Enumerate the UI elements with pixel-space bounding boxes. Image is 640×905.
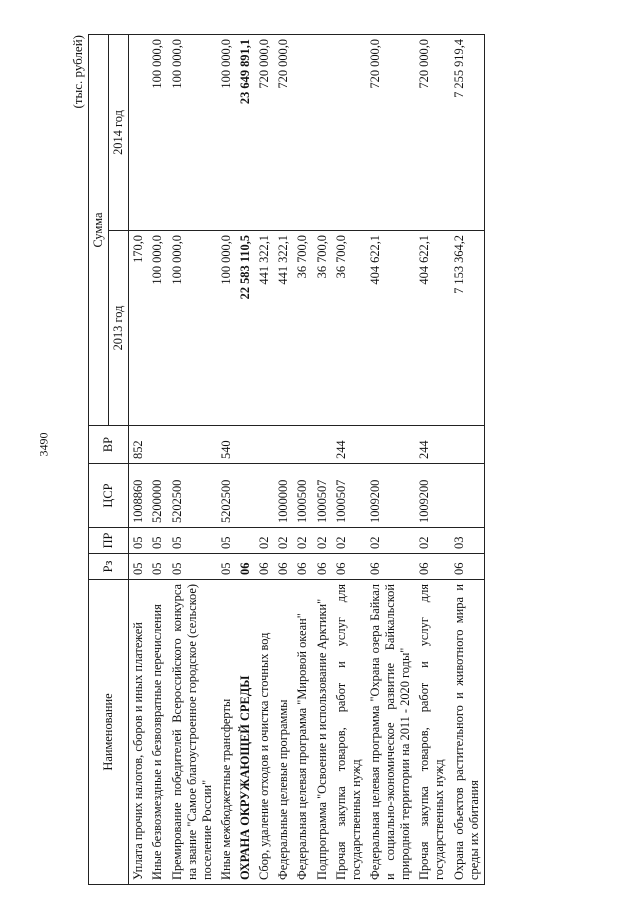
row-sum-2014	[293, 35, 312, 231]
row-name: Прочая закупка товаров, работ и услуг для государственных нужд	[332, 580, 366, 885]
row-sum-2014: 100 000,0	[148, 35, 167, 231]
row-name: Федеральная целевая программа "Охрана озера Байкал и социально-экономическое развитие Байкальской природной территории на 2011 - 2020 годы"	[366, 580, 415, 885]
row-pr: 02	[332, 528, 366, 554]
row-sum-2013: 7 153 364,2	[450, 231, 485, 426]
row-name: Подпрограмма "Освоение и использование Арктики"	[313, 580, 332, 885]
row-pr: 05	[217, 528, 236, 554]
row-csr: 1009200	[415, 464, 449, 528]
row-vr	[236, 426, 255, 464]
row-csr: 1000507	[332, 464, 366, 528]
row-sum-2014: 7 255 919,4	[450, 35, 485, 231]
row-rz: 06	[255, 554, 274, 580]
row-sum-2013: 404 622,1	[366, 231, 415, 426]
row-rz: 06	[293, 554, 312, 580]
row-csr: 1000507	[313, 464, 332, 528]
table-row	[332, 35, 366, 885]
row-name: Премирование победителей Всероссийского конкурса на звание "Самое благоустроенное городское (сельское) поселение России"	[168, 580, 217, 885]
row-sum-2014: 100 000,0	[217, 35, 236, 231]
row-pr: 05	[168, 528, 217, 554]
row-sum-2013: 36 700,0	[293, 231, 312, 426]
row-sum-2014	[313, 35, 332, 231]
row-sum-2014: 720 000,0	[274, 35, 293, 231]
table-row	[450, 35, 485, 885]
table-row	[255, 35, 274, 885]
row-name: Уплата прочих налогов, сборов и иных платежей	[129, 580, 149, 885]
row-sum-2014: 720 000,0	[255, 35, 274, 231]
row-sum-2014: 720 000,0	[415, 35, 449, 231]
table-row	[415, 35, 449, 885]
row-name: Федеральные целевые программы	[274, 580, 293, 885]
row-csr: 1000000	[274, 464, 293, 528]
row-vr	[293, 426, 312, 464]
row-rz: 06	[415, 554, 449, 580]
row-pr: 03	[450, 528, 485, 554]
row-vr: 244	[415, 426, 449, 464]
header-sum: Сумма	[89, 35, 109, 426]
row-sum-2013: 36 700,0	[332, 231, 366, 426]
row-vr	[255, 426, 274, 464]
row-sum-2013: 100 000,0	[217, 231, 236, 426]
row-pr: 02	[293, 528, 312, 554]
table-row	[129, 35, 149, 885]
row-rz: 05	[148, 554, 167, 580]
row-vr	[313, 426, 332, 464]
table-row	[217, 35, 236, 885]
row-rz: 05	[129, 554, 149, 580]
row-csr: 5202500	[217, 464, 236, 528]
header-year-2013: 2013 год	[109, 231, 129, 426]
row-sum-2013: 100 000,0	[148, 231, 167, 426]
row-vr	[274, 426, 293, 464]
row-rz: 06	[366, 554, 415, 580]
header-name: Наименование	[89, 580, 129, 885]
table-row	[274, 35, 293, 885]
row-pr: 02	[415, 528, 449, 554]
row-vr: 540	[217, 426, 236, 464]
row-name: Охрана объектов растительного и животного мира и среды их обитания	[450, 580, 485, 885]
header-csr: ЦСР	[89, 464, 129, 528]
row-sum-2013: 22 583 110,5	[236, 231, 255, 426]
row-rz: 06	[274, 554, 293, 580]
row-rz: 06	[332, 554, 366, 580]
row-sum-2013: 170,0	[129, 231, 149, 426]
row-sum-2013: 441 322,1	[274, 231, 293, 426]
row-vr	[366, 426, 415, 464]
row-name: Иные межбюджетные трансферты	[217, 580, 236, 885]
header-rz: Рз	[89, 554, 129, 580]
units-label: (тыс. рублей)	[70, 35, 85, 109]
row-vr	[168, 426, 217, 464]
row-pr: 02	[366, 528, 415, 554]
row-sum-2014: 720 000,0	[366, 35, 415, 231]
row-sum-2013: 100 000,0	[168, 231, 217, 426]
table-row	[168, 35, 217, 885]
row-sum-2014	[332, 35, 366, 231]
row-rz: 06	[313, 554, 332, 580]
row-pr: 05	[129, 528, 149, 554]
row-rz: 05	[217, 554, 236, 580]
row-pr: 05	[148, 528, 167, 554]
row-sum-2014	[129, 35, 149, 231]
row-csr	[255, 464, 274, 528]
row-pr	[236, 528, 255, 554]
table-row	[313, 35, 332, 885]
row-sum-2013: 441 322,1	[255, 231, 274, 426]
table-row	[366, 35, 415, 885]
row-rz: 06	[236, 554, 255, 580]
row-sum-2014: 100 000,0	[168, 35, 217, 231]
row-vr: 244	[332, 426, 366, 464]
table-body	[129, 35, 485, 885]
row-sum-2014: 23 649 891,1	[236, 35, 255, 231]
row-name: Иные безвозмездные и безвозвратные перечисления	[148, 580, 167, 885]
row-pr: 02	[274, 528, 293, 554]
table-row	[293, 35, 312, 885]
row-name: ОХРАНА ОКРУЖАЮЩЕЙ СРЕДЫ	[236, 580, 255, 885]
row-vr	[450, 426, 485, 464]
row-csr: 1009200	[366, 464, 415, 528]
header-vr: ВР	[89, 426, 129, 464]
row-sum-2013: 36 700,0	[313, 231, 332, 426]
row-vr	[148, 426, 167, 464]
row-csr: 1000500	[293, 464, 312, 528]
row-sum-2013: 404 622,1	[415, 231, 449, 426]
row-name: Федеральная целевая программа "Мировой океан"	[293, 580, 312, 885]
table-row	[148, 35, 167, 885]
row-csr: 5200000	[148, 464, 167, 528]
row-csr	[450, 464, 485, 528]
row-pr: 02	[255, 528, 274, 554]
row-vr: 852	[129, 426, 149, 464]
row-rz: 05	[168, 554, 217, 580]
header-year-2014: 2014 год	[109, 35, 129, 231]
row-name: Сбор, удаление отходов и очистка сточных вод	[255, 580, 274, 885]
table-row	[236, 35, 255, 885]
header-pr: ПР	[89, 528, 129, 554]
budget-table-sheet	[70, 35, 604, 885]
row-csr: 5202500	[168, 464, 217, 528]
row-rz: 06	[450, 554, 485, 580]
row-pr: 02	[313, 528, 332, 554]
budget-table	[88, 34, 485, 885]
row-name: Прочая закупка товаров, работ и услуг для государственных нужд	[415, 580, 449, 885]
row-csr: 1008860	[129, 464, 149, 528]
row-csr	[236, 464, 255, 528]
page-number: 3490	[36, 432, 51, 457]
